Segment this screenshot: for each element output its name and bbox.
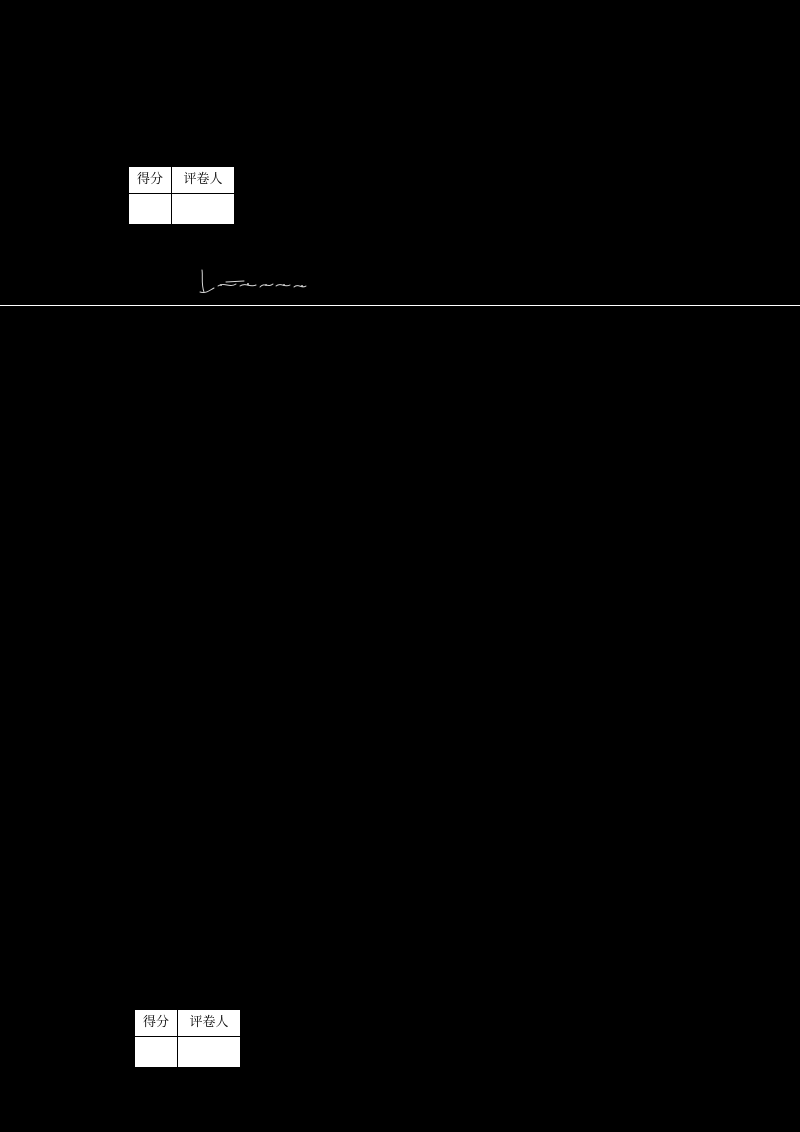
table-row [129, 167, 235, 194]
score-cell[interactable] [129, 194, 172, 225]
table-row [135, 1010, 241, 1037]
table-row [135, 1037, 241, 1068]
marker-cell[interactable] [178, 1037, 241, 1068]
handwritten-scrawl [196, 268, 326, 298]
score-cell[interactable] [135, 1037, 178, 1068]
marker-header: 评卷人 [172, 167, 235, 194]
horizontal-rule [0, 305, 800, 306]
table-row [129, 194, 235, 225]
grading-table-bottom [134, 1009, 241, 1068]
score-header: 得分 [135, 1010, 178, 1037]
score-header: 得分 [129, 167, 172, 194]
marker-cell[interactable] [172, 194, 235, 225]
grading-table-top [128, 166, 235, 225]
marker-header: 评卷人 [178, 1010, 241, 1037]
